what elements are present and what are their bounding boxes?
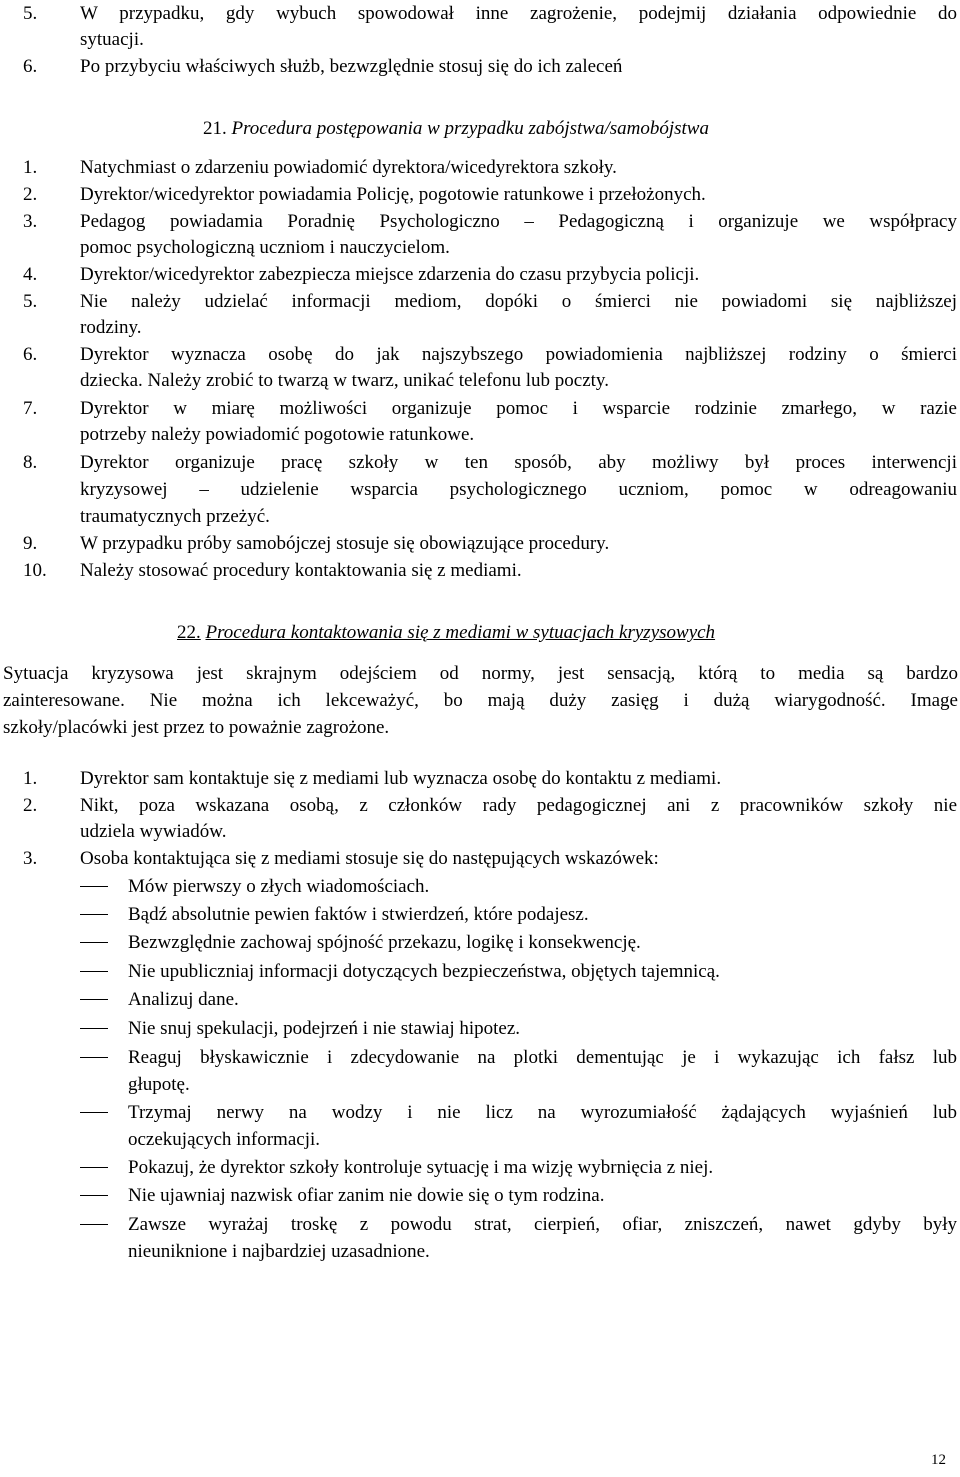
paragraph-line: szkoły/placówki jest przez to poważnie zagrożone. bbox=[3, 717, 390, 738]
bullet-text: Pokazuj, że dyrektor szkoły kontroluje sytuację i ma wizję wybrnięcia z niej. bbox=[128, 1157, 714, 1178]
list-item-text: traumatycznych przeżyć. bbox=[80, 506, 270, 527]
list-item-text: Nikt, poza wskazana osobą, z członków rady pedagogicznej ani z pracowników szkoły nie bbox=[80, 795, 957, 816]
list-item-text: pomoc psychologiczną uczniom i nauczycielom. bbox=[80, 237, 450, 258]
list-number: 8. bbox=[23, 452, 38, 473]
list-item-text: udziela wywiadów. bbox=[80, 821, 227, 842]
list-number: 6. bbox=[23, 56, 38, 77]
list-number: 3. bbox=[23, 848, 38, 869]
bullet-text: Trzymaj nerwy na wodzy i nie licz na wyrozumiałość żądających wyjaśnień lub bbox=[128, 1102, 957, 1123]
list-item-text: Osoba kontaktująca się z mediami stosuje się do następujących wskazówek: bbox=[80, 848, 659, 869]
list-item-text: Natychmiast o zdarzeniu powiadomić dyrektora/wicedyrektora szkoły. bbox=[80, 157, 617, 178]
list-item-text: Należy stosować procedury kontaktowania się z mediami. bbox=[80, 560, 522, 581]
bullet-text: Zawsze wyrażaj troskę z powodu strat, cierpień, ofiar, zniszczeń, nawet gdyby były bbox=[128, 1214, 957, 1235]
bullet-text: Nie ujawniaj nazwisk ofiar zanim nie dowie się o tym rodzina. bbox=[128, 1185, 605, 1206]
section-22-heading bbox=[177, 622, 715, 644]
paragraph-line: zainteresowane. Nie można ich lekceważyć, bo mają duży zasięg i dużą wiarygodność. Image bbox=[3, 690, 958, 711]
list-number: 2. bbox=[23, 184, 38, 205]
dash-bullet bbox=[80, 971, 108, 972]
list-item-text: rodziny. bbox=[80, 317, 142, 338]
list-item-text: Dyrektor sam kontaktuje się z mediami lub wyznacza osobę do kontaktu z mediami. bbox=[80, 768, 722, 789]
list-item-text: Pedagog powiadamia Poradnię Psychologiczno – Pedagogiczną i organizuje we współpracy bbox=[80, 211, 957, 232]
dash-bullet bbox=[80, 1167, 108, 1168]
bullet-text: Mów pierwszy o złych wiadomościach. bbox=[128, 876, 430, 897]
dash-bullet bbox=[80, 1112, 108, 1113]
list-number: 5. bbox=[23, 291, 38, 312]
list-item-text: Nie należy udzielać informacji mediom, dopóki o śmierci nie powiadomi się najbliższej bbox=[80, 291, 957, 312]
list-item-text: Dyrektor/wicedyrektor powiadamia Policję, pogotowie ratunkowe i przełożonych. bbox=[80, 184, 706, 205]
list-item-text: kryzysowej – udzielenie wsparcia psychologicznego uczniom, pomoc w odreagowaniu bbox=[80, 479, 957, 500]
section-title: Procedura kontaktowania się z mediami w sytuacjach kryzysowych bbox=[205, 622, 716, 643]
list-item-text: W przypadku, gdy wybuch spowodował inne zagrożenie, podejmij działania odpowiednie do bbox=[80, 3, 957, 24]
dash-bullet bbox=[80, 1195, 108, 1196]
dash-bullet bbox=[80, 942, 108, 943]
section-number: 22. bbox=[177, 622, 201, 643]
list-item-text: Dyrektor wyznacza osobę do jak najszybszego powiadomienia najbliższej rodziny o śmierci bbox=[80, 344, 957, 365]
list-item-text: potrzeby należy powiadomić pogotowie ratunkowe. bbox=[80, 424, 475, 445]
page-number: 12 bbox=[931, 1452, 946, 1468]
list-number: 9. bbox=[23, 533, 38, 554]
bullet-text: Nie upubliczniaj informacji dotyczących bezpieczeństwa, objętych tajemnicą. bbox=[128, 961, 720, 982]
list-number: 3. bbox=[23, 211, 38, 232]
list-number: 4. bbox=[23, 264, 38, 285]
dash-bullet bbox=[80, 1224, 108, 1225]
bullet-text: Reaguj błyskawicznie i zdecydowanie na plotki dementując je i wykazując ich fałsz lub bbox=[128, 1047, 957, 1068]
bullet-text: Bezwzględnie zachowaj spójność przekazu, logikę i konsekwencję. bbox=[128, 932, 641, 953]
list-number: 10. bbox=[23, 560, 47, 581]
list-number: 7. bbox=[23, 398, 38, 419]
bullet-text: Analizuj dane. bbox=[128, 989, 239, 1010]
list-item-text: dziecka. Należy zrobić to twarzą w twarz, unikać telefonu lub poczty. bbox=[80, 370, 609, 391]
bullet-text: głupotę. bbox=[128, 1074, 190, 1095]
list-item-text: Dyrektor organizuje pracę szkoły w ten sposób, aby możliwy był proces interwencji bbox=[80, 452, 957, 473]
list-item-text: W przypadku próby samobójczej stosuje się obowiązujące procedury. bbox=[80, 533, 610, 554]
dash-bullet bbox=[80, 999, 108, 1000]
list-number: 1. bbox=[23, 768, 38, 789]
bullet-text: oczekujących informacji. bbox=[128, 1129, 321, 1150]
section-title: Procedura postępowania w przypadku zabójstwa/samobójstwa bbox=[231, 118, 709, 139]
dash-bullet bbox=[80, 1057, 108, 1058]
bullet-text: nieuniknione i najbardziej uzasadnione. bbox=[128, 1241, 430, 1262]
list-item-text: Dyrektor/wicedyrektor zabezpiecza miejsce zdarzenia do czasu przybycia policji. bbox=[80, 264, 700, 285]
list-item-text: sytuacji. bbox=[80, 29, 144, 50]
dash-bullet bbox=[80, 1028, 108, 1029]
bullet-text: Nie snuj spekulacji, podejrzeń i nie stawiaj hipotez. bbox=[128, 1018, 521, 1039]
dash-bullet bbox=[80, 886, 108, 887]
section-21-heading bbox=[203, 118, 709, 140]
list-number: 5. bbox=[23, 3, 38, 24]
list-number: 2. bbox=[23, 795, 38, 816]
list-item-text: Dyrektor w miarę możliwości organizuje pomoc i wsparcie rodzinie zmarłego, w razie bbox=[80, 398, 957, 419]
section-number: 21. bbox=[203, 118, 227, 139]
paragraph-line: Sytuacja kryzysowa jest skrajnym odejściem od normy, jest sensacją, którą to media są bardzo bbox=[3, 663, 958, 684]
list-item-text: Po przybyciu właściwych służb, bezwzględnie stosuj się do ich zaleceń bbox=[80, 56, 623, 77]
list-number: 1. bbox=[23, 157, 38, 178]
list-number: 6. bbox=[23, 344, 38, 365]
dash-bullet bbox=[80, 914, 108, 915]
bullet-text: Bądź absolutnie pewien faktów i stwierdzeń, które podajesz. bbox=[128, 904, 589, 925]
intro-paragraph bbox=[3, 660, 958, 741]
